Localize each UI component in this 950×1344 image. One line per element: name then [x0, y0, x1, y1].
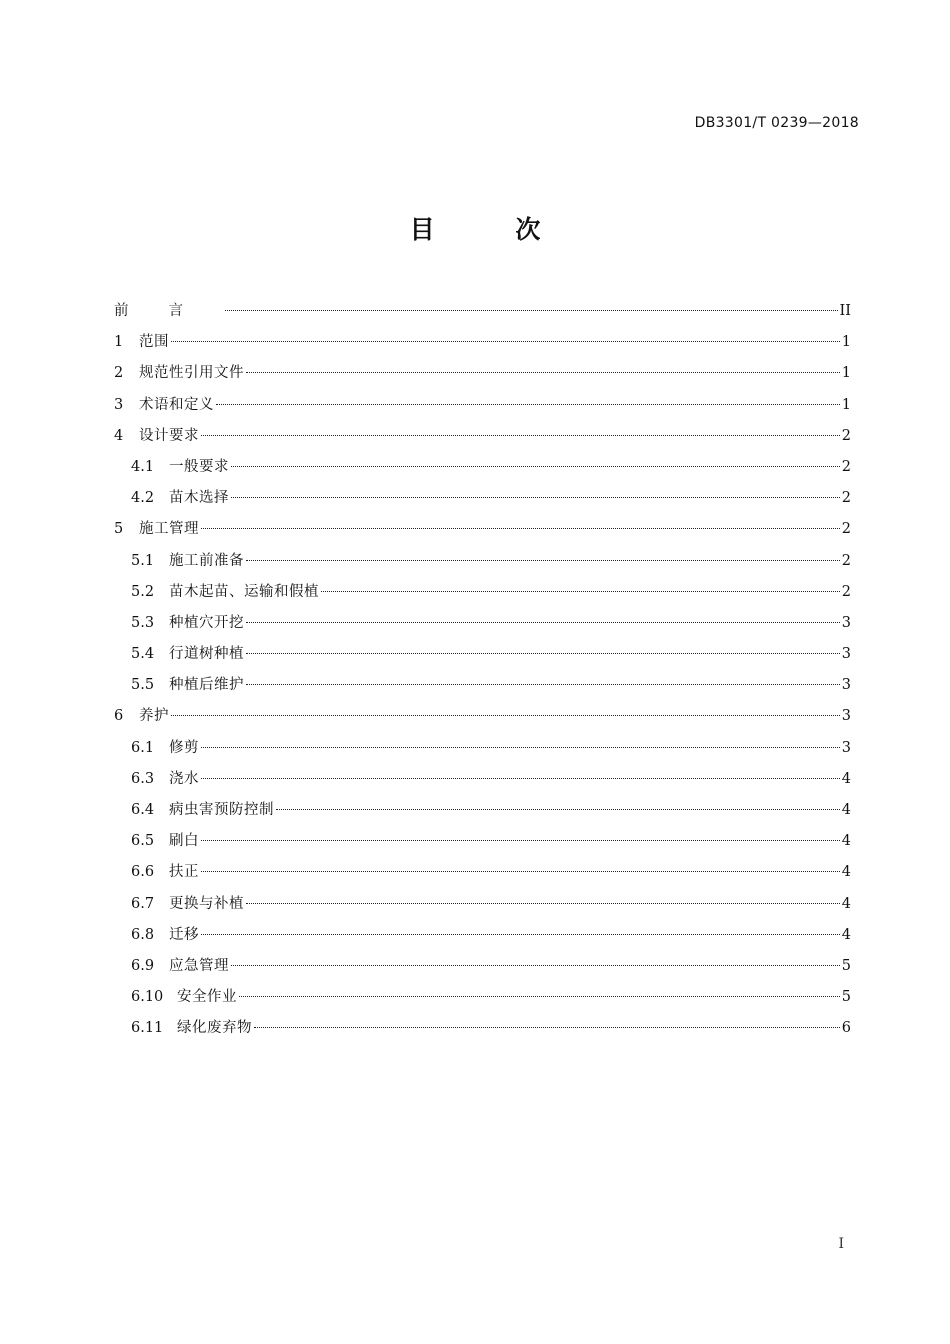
toc-entry-6-3[interactable] — [114, 764, 851, 795]
toc-number: 5.2 — [131, 583, 155, 600]
toc-number: 6.11 — [131, 1020, 164, 1037]
toc-leader — [231, 466, 840, 467]
toc-label: 养护 — [139, 708, 169, 725]
toc-label: 施工前准备 — [169, 552, 244, 569]
toc-entry-5-4[interactable] — [114, 639, 851, 670]
toc-entry-4-2[interactable] — [114, 483, 851, 514]
toc-label: 术语和定义 — [139, 396, 214, 413]
toc-label: 施工管理 — [139, 521, 199, 538]
toc-page: 3 — [841, 614, 851, 631]
toc-label: 苗木起苗、运输和假植 — [169, 583, 319, 600]
toc-number: 5.4 — [131, 646, 155, 663]
toc-leader — [246, 903, 840, 904]
toc-leader — [201, 747, 840, 748]
toc-page: 2 — [841, 490, 851, 507]
toc-page: 2 — [841, 458, 851, 475]
toc-entry-3[interactable] — [114, 390, 851, 421]
toc-entry-2[interactable] — [114, 358, 851, 389]
toc-leader — [201, 871, 840, 872]
toc-leader — [231, 965, 840, 966]
toc-leader — [246, 622, 840, 623]
toc-page: II — [839, 303, 851, 319]
toc-number: 4 — [114, 427, 124, 444]
toc-label: 前言 — [114, 303, 223, 319]
toc-entry-5-3[interactable] — [114, 608, 851, 639]
toc-number: 5 — [114, 521, 124, 538]
toc-entry-6-11[interactable] — [114, 1013, 851, 1044]
toc-number: 6.7 — [131, 895, 155, 912]
toc-entry-1[interactable] — [114, 327, 851, 358]
document-code: DB3301/T 0239—2018 — [694, 115, 859, 131]
toc-entry-6-4[interactable] — [114, 795, 851, 826]
toc-page: 2 — [841, 583, 851, 600]
toc-page: 2 — [841, 552, 851, 569]
toc-entry-6[interactable] — [114, 701, 851, 732]
toc-entry-6-8[interactable] — [114, 920, 851, 951]
toc-label: 安全作业 — [177, 989, 237, 1006]
toc-number: 6.4 — [131, 802, 155, 818]
toc-label: 苗木选择 — [169, 490, 229, 507]
toc-leader — [171, 341, 840, 342]
toc-label: 更换与补植 — [169, 895, 244, 912]
toc-entry-5-2[interactable] — [114, 577, 851, 608]
toc-number: 4.2 — [131, 490, 155, 507]
toc-leader — [201, 778, 840, 779]
toc-label: 规范性引用文件 — [139, 365, 244, 382]
toc-label: 范围 — [139, 334, 169, 351]
toc-page: 4 — [841, 895, 851, 912]
toc-number: 6.6 — [131, 864, 155, 881]
toc-page: 4 — [841, 770, 851, 787]
toc-label: 设计要求 — [139, 427, 199, 444]
toc-leader — [225, 310, 838, 311]
toc-leader — [246, 372, 840, 373]
toc-page: 4 — [841, 833, 851, 850]
toc-page: 5 — [841, 989, 851, 1006]
toc-label: 修剪 — [169, 739, 199, 756]
toc-number: 1 — [114, 334, 124, 351]
toc-entry-foreword[interactable] — [114, 296, 851, 327]
toc-leader — [254, 1027, 840, 1028]
toc-page: 3 — [841, 677, 851, 694]
toc-page: 2 — [841, 521, 851, 538]
toc-entry-6-1[interactable] — [114, 733, 851, 764]
toc-leader — [246, 653, 840, 654]
toc-number: 6 — [114, 708, 124, 725]
toc-number: 4.1 — [131, 458, 155, 475]
toc-number: 5.3 — [131, 614, 155, 631]
toc-number: 5.1 — [131, 552, 155, 569]
toc-leader — [321, 591, 840, 592]
toc-page: 4 — [841, 802, 851, 818]
toc-number: 6.3 — [131, 770, 155, 787]
toc-leader — [201, 840, 840, 841]
toc-label: 种植穴开挖 — [169, 614, 244, 631]
toc-page: 4 — [841, 864, 851, 881]
toc-number: 5.5 — [131, 677, 155, 694]
toc-leader — [246, 560, 840, 561]
toc-label: 绿化废弃物 — [177, 1020, 252, 1037]
toc-entry-6-6[interactable] — [114, 857, 851, 888]
page-title: 目 次 — [409, 215, 577, 244]
toc-leader — [246, 684, 840, 685]
toc-page: 3 — [841, 708, 851, 725]
toc-label: 一般要求 — [169, 458, 229, 475]
toc-number: 6.5 — [131, 833, 155, 850]
toc-entry-5[interactable] — [114, 514, 851, 545]
toc-label: 病虫害预防控制 — [169, 802, 274, 818]
toc-label: 种植后维护 — [169, 677, 244, 694]
toc-page: 4 — [841, 926, 851, 943]
toc-leader — [171, 715, 840, 716]
toc-page: 5 — [841, 957, 851, 974]
toc-number: 2 — [114, 365, 124, 382]
toc-entry-4[interactable] — [114, 421, 851, 452]
toc-leader — [201, 528, 840, 529]
toc-label: 应急管理 — [169, 957, 229, 974]
toc-page: 1 — [841, 365, 851, 382]
toc-leader — [239, 996, 840, 997]
toc-entry-5-1[interactable] — [114, 546, 851, 577]
toc-label: 刷白 — [169, 833, 199, 850]
toc-page: 1 — [841, 334, 851, 351]
table-of-contents — [114, 296, 851, 1045]
toc-entry-4-1[interactable] — [114, 452, 851, 483]
toc-page: 3 — [841, 739, 851, 756]
toc-leader — [231, 497, 840, 498]
toc-entry-6-10[interactable] — [114, 982, 851, 1013]
page-number: I — [838, 1236, 844, 1252]
toc-leader — [276, 809, 840, 810]
toc-leader — [216, 404, 840, 405]
toc-label: 行道树种植 — [169, 646, 244, 663]
toc-entry-6-5[interactable] — [114, 826, 851, 857]
toc-label: 扶正 — [169, 864, 199, 881]
toc-entry-5-5[interactable] — [114, 670, 851, 701]
toc-leader — [201, 435, 840, 436]
toc-entry-6-9[interactable] — [114, 951, 851, 982]
toc-number: 3 — [114, 396, 124, 413]
toc-number: 6.10 — [131, 989, 164, 1006]
toc-leader — [201, 934, 840, 935]
toc-page: 1 — [841, 396, 851, 413]
toc-number: 6.8 — [131, 926, 155, 943]
toc-page: 6 — [841, 1020, 851, 1037]
toc-page: 3 — [841, 646, 851, 663]
toc-label: 迁移 — [169, 926, 199, 943]
toc-entry-6-7[interactable] — [114, 889, 851, 920]
toc-number: 6.1 — [131, 739, 155, 756]
toc-number: 6.9 — [131, 957, 155, 974]
toc-page: 2 — [841, 427, 851, 444]
toc-label: 浇水 — [169, 770, 199, 787]
